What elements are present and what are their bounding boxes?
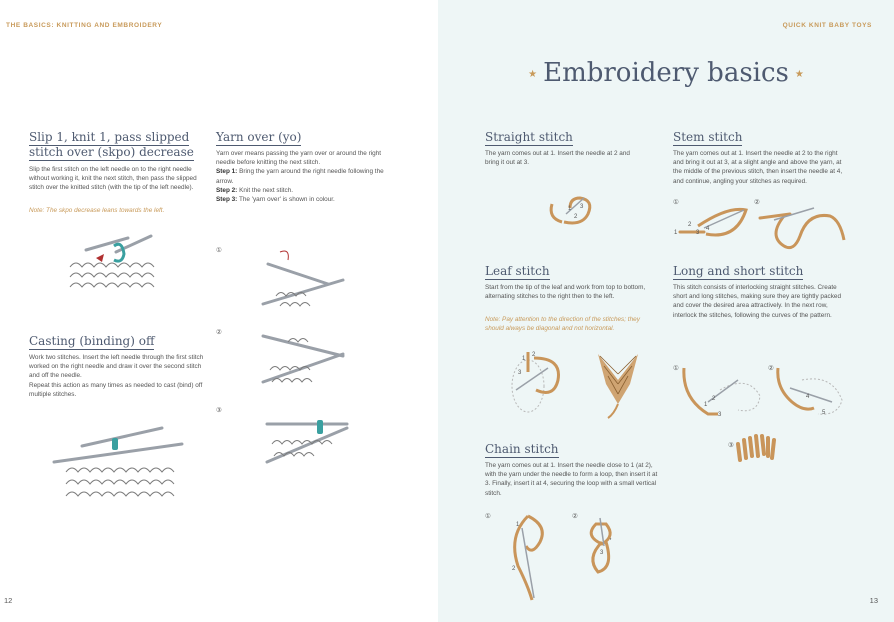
chain-label-2: 2 bbox=[512, 566, 516, 572]
yarn-over-step-1-number: ① bbox=[216, 247, 222, 254]
stem-stitch-title: Stem stitch bbox=[673, 130, 743, 144]
long-short-step-2-number: ② bbox=[768, 365, 774, 372]
chain-label-3: 3 bbox=[600, 550, 604, 556]
right-running-head: QUICK KNIT BABY TOYS bbox=[782, 22, 872, 29]
casting-off-illustration bbox=[52, 424, 184, 504]
skpo-text: Slip the first stitch on the left needle on to the right needle without working it, knit the next stitch, then pass the slipped stitch over the knitted stitch (with the tip of the left needle). bbox=[29, 166, 197, 192]
casting-off-text-1: Work two stitches. Insert the left needle through the first stitch worked on the right needle and draw it over the second stitch and off the needle. bbox=[29, 354, 204, 380]
long-short-illustration bbox=[682, 362, 852, 472]
step2-label: Step 2: bbox=[216, 186, 238, 194]
stem-label-4: 4 bbox=[706, 226, 710, 232]
page-title-text: Embroidery basics bbox=[543, 58, 789, 88]
yarn-over-step-1-illustration bbox=[258, 244, 348, 314]
yarn-over-text bbox=[216, 149, 394, 204]
leaf-stitch-note: Note: Pay attention to the direction of the stitches; they should always be diagonal and not horizontal. bbox=[485, 316, 640, 333]
skpo-note: Note: The skpo decrease leans towards the left. bbox=[29, 207, 165, 214]
yarn-over-step-3-number: ③ bbox=[216, 407, 222, 414]
long-short-step-1-number: ① bbox=[673, 365, 679, 372]
ls-label-5: 5 bbox=[822, 410, 826, 416]
yarn-over-step-3-illustration bbox=[262, 406, 352, 468]
skpo-title-2 bbox=[29, 145, 194, 161]
chain-label-4: 4 bbox=[608, 536, 612, 542]
step2-text: Knit the next stitch. bbox=[237, 186, 294, 194]
leaf-stitch-text: Start from the tip of the leaf and work from top to bottom, alternating stitches to the right then to the left. bbox=[485, 284, 646, 301]
right-page-number: 13 bbox=[869, 596, 878, 605]
long-short-text: This stitch consists of interlocking straight stitches. Create short and long stitches, making sure they are tightly packed and cover the desired area attractively. In the next row, interlock the stitches, following the curves of the pattern. bbox=[673, 284, 842, 319]
straight-stitch-text: The yarn comes out at 1. Insert the needle at 2 and bring it out at 3. bbox=[485, 150, 630, 167]
left-page-number: 12 bbox=[4, 596, 13, 605]
casting-off-text-2: Repeat this action as many times as needed to cast (bind) off multiple stitches. bbox=[29, 381, 203, 398]
left-page bbox=[0, 0, 438, 622]
leaf-stitch-illustration bbox=[508, 344, 658, 420]
star-icon: ★ bbox=[528, 68, 538, 80]
straight-label-1: 1 bbox=[568, 206, 572, 212]
yarn-over-step-2-number: ② bbox=[216, 329, 222, 336]
yarn-over-title: Yarn over (yo) bbox=[216, 130, 302, 144]
step3-label: Step 3: bbox=[216, 196, 238, 204]
stem-label-2: 2 bbox=[688, 222, 692, 228]
straight-label-3: 3 bbox=[580, 204, 584, 210]
chain-stitch-illustration bbox=[504, 512, 644, 604]
casting-off-text bbox=[29, 353, 205, 399]
stem-label-1: 1 bbox=[674, 230, 678, 236]
ls-label-2: 2 bbox=[712, 396, 716, 402]
skpo-title-line1: Slip 1, knit 1, pass slipped bbox=[29, 130, 190, 144]
leaf-label-3: 3 bbox=[518, 370, 522, 376]
ls-label-3: 3 bbox=[718, 412, 722, 418]
leaf-stitch-title: Leaf stitch bbox=[485, 264, 550, 278]
yarn-over-step-2-illustration bbox=[258, 326, 348, 392]
stem-step-2-number: ② bbox=[754, 199, 760, 206]
chain-step-2-number: ② bbox=[572, 513, 578, 520]
star-icon: ★ bbox=[794, 68, 804, 80]
page-title bbox=[438, 58, 894, 88]
leaf-label-1: 1 bbox=[522, 356, 526, 362]
stem-stitch-illustration bbox=[674, 204, 854, 254]
skpo-title-line2: stitch over (skpo) decrease bbox=[29, 145, 194, 159]
ls-label-4: 4 bbox=[806, 394, 810, 400]
stem-step-1-number: ① bbox=[673, 199, 679, 206]
long-short-step-3-number: ③ bbox=[728, 442, 734, 449]
skpo-illustration bbox=[66, 222, 166, 294]
chain-step-1-number: ① bbox=[485, 513, 491, 520]
stem-stitch-text: The yarn comes out at 1. Insert the needle at 2 to the right and bring it out at 3, at a slight angle and above the yarn, at the middle of the previous stitch, then insert the needle at 4, and continue, angling your stitches as required. bbox=[673, 150, 843, 185]
chain-label-1: 1 bbox=[516, 522, 520, 528]
step3-text: The 'yarn over' is shown in colour. bbox=[237, 196, 335, 204]
straight-label-2: 2 bbox=[574, 214, 578, 220]
yarn-over-intro: Yarn over means passing the yarn over or around the right needle before knitting the next stitch. bbox=[216, 150, 382, 167]
straight-stitch-illustration bbox=[544, 184, 604, 244]
stem-label-3: 3 bbox=[696, 230, 700, 236]
casting-off-title: Casting (binding) off bbox=[29, 334, 155, 348]
long-short-title: Long and short stitch bbox=[673, 264, 804, 278]
ls-label-1: 1 bbox=[704, 402, 708, 408]
chain-stitch-text: The yarn comes out at 1. Insert the needle close to 1 (at 2), with the yarn under the needle to form a loop, then insert it at 3. Finally, insert it at 4, securing the loop with a small vertical stitch. bbox=[485, 462, 658, 497]
skpo-title bbox=[29, 130, 189, 146]
step1-label: Step 1: bbox=[216, 168, 238, 176]
straight-stitch-title: Straight stitch bbox=[485, 130, 573, 144]
chain-stitch-title: Chain stitch bbox=[485, 442, 559, 456]
left-running-head: THE BASICS: KNITTING AND EMBROIDERY bbox=[6, 22, 163, 29]
leaf-label-2: 2 bbox=[532, 352, 536, 358]
right-page bbox=[438, 0, 894, 622]
step1-text: Bring the yarn around the right needle following the arrow. bbox=[216, 168, 384, 185]
